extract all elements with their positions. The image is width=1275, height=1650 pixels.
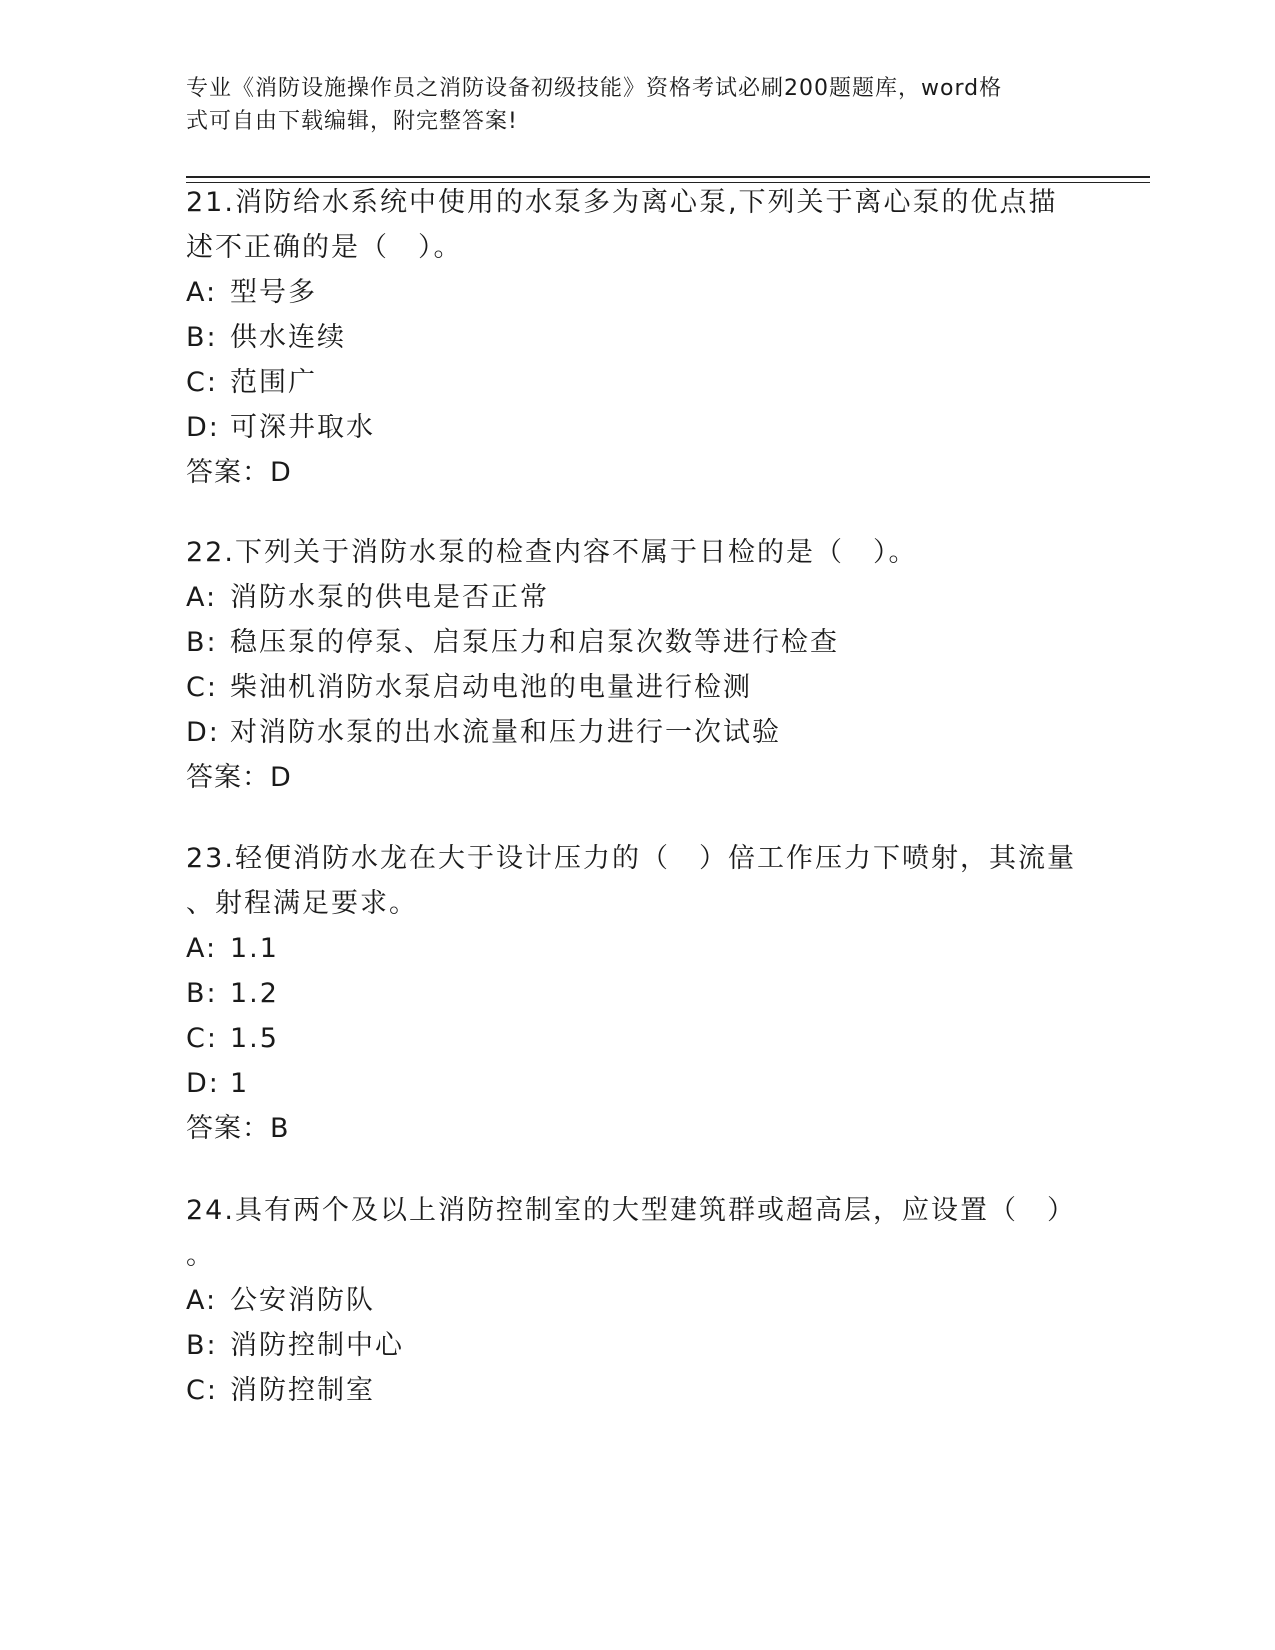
option-b: B: 消防控制中心 (186, 1330, 404, 1361)
option-b: B: 1.2 (186, 978, 279, 1009)
option-c: C: 1.5 (186, 1023, 279, 1054)
question-23 (186, 836, 1086, 1151)
question-21 (186, 180, 1086, 495)
option-a: A: 型号多 (186, 277, 317, 308)
option-a: A: 消防水泵的供电是否正常 (186, 582, 549, 613)
question-stem-line: 。 (186, 1240, 215, 1271)
question-stem-line: 述不正确的是（ ）。 (186, 232, 463, 263)
question-stem-line: 21.消防给水系统中使用的水泵多为离心泵,下列关于离心泵的优点描 (186, 187, 1058, 218)
option-b: B: 供水连续 (186, 322, 346, 353)
option-a: A: 1.1 (186, 933, 279, 964)
option-c: C: 消防控制室 (186, 1375, 375, 1406)
option-a: A: 公安消防队 (186, 1285, 375, 1316)
question-stem-line: 23.轻便消防水龙在大于设计压力的（ ）倍工作压力下喷射，其流量 (186, 843, 1076, 874)
header-line-2: 式可自由下载编辑，附完整答案! (186, 109, 518, 134)
option-b: B: 稳压泵的停泵、启泵压力和启泵次数等进行检查 (186, 627, 839, 658)
answer: 答案：D (186, 762, 292, 793)
header-line-1: 专业《消防设施操作员之消防设备初级技能》资格考试必刷200题题库，word格 (186, 76, 1003, 101)
option-c: C: 范围广 (186, 367, 317, 398)
answer: 答案：B (186, 1113, 290, 1144)
header-divider (186, 176, 1150, 178)
question-stem-line: 24.具有两个及以上消防控制室的大型建筑群或超高层，应设置（ ） (186, 1195, 1076, 1226)
question-stem-line: 22.下列关于消防水泵的检查内容不属于日检的是（ ）。 (186, 537, 918, 568)
option-c: C: 柴油机消防水泵启动电池的电量进行检测 (186, 672, 752, 703)
question-stem-line: 、射程满足要求。 (186, 888, 418, 919)
question-22 (186, 530, 1086, 800)
question-24 (186, 1188, 1086, 1413)
answer: 答案：D (186, 457, 292, 488)
option-d: D: 1 (186, 1068, 250, 1099)
option-d: D: 对消防水泵的出水流量和压力进行一次试验 (186, 717, 781, 748)
option-d: D: 可深井取水 (186, 412, 375, 443)
document-header (186, 72, 1086, 138)
